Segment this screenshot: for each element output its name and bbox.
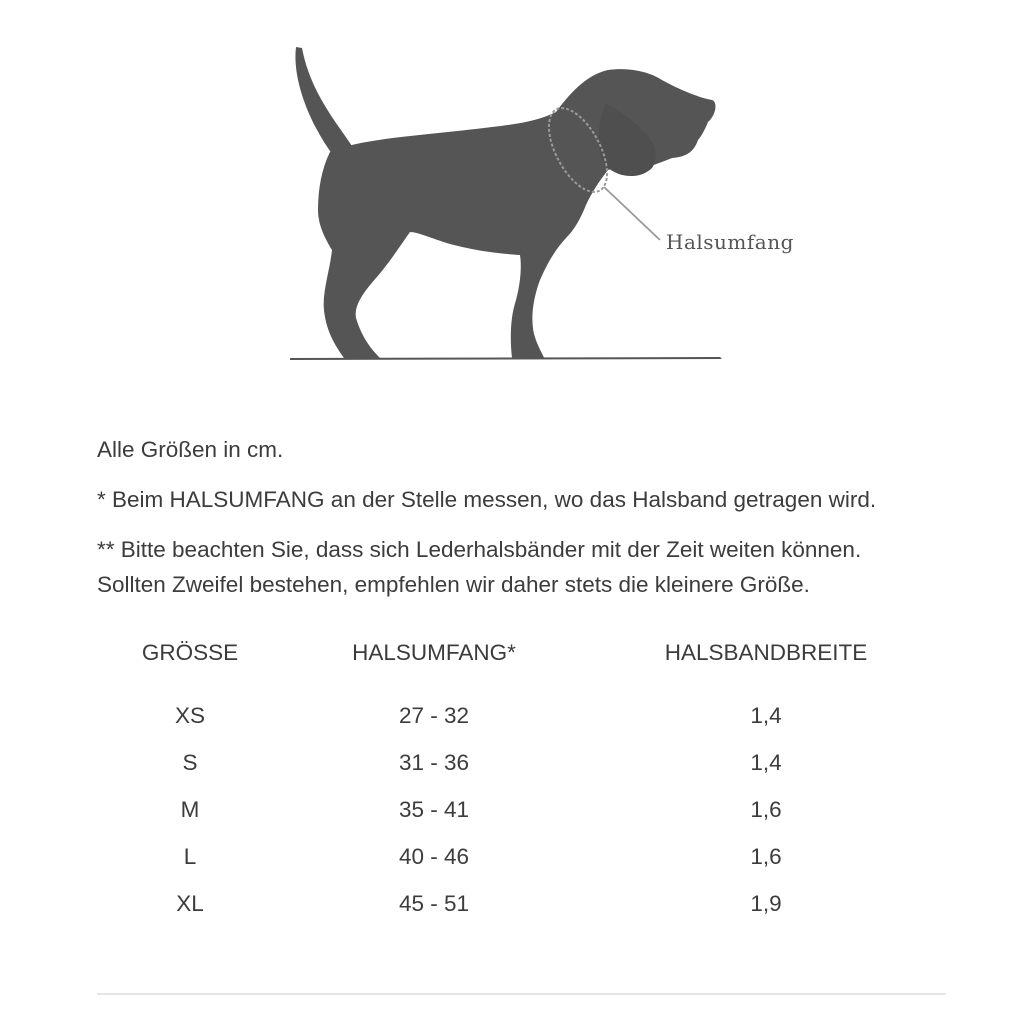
cell-neck: 31 - 36	[398, 750, 470, 775]
cell-neck: 45 - 51	[398, 891, 470, 916]
cell-size: XS	[174, 703, 206, 728]
cell-width: 1,4	[750, 750, 782, 775]
dog-illustration	[0, 0, 1024, 380]
bottom-divider	[97, 993, 946, 995]
cell-size: XL	[176, 891, 204, 916]
label-leader-line	[604, 187, 660, 240]
cell-neck: 40 - 46	[398, 844, 470, 869]
header-collar-width: HALSBANDBREITE	[664, 640, 868, 665]
cell-size: M	[180, 797, 200, 822]
cell-width: 1,6	[750, 797, 782, 822]
cell-width: 1,4	[750, 703, 782, 728]
cell-neck: 35 - 41	[398, 797, 470, 822]
cell-neck: 27 - 32	[398, 703, 470, 728]
dog-tail	[295, 47, 352, 158]
cell-width: 1,6	[750, 844, 782, 869]
header-neck-circumference: HALSUMFANG*	[352, 640, 516, 665]
leather-note-line-2: Sollten Zweifel bestehen, empfehlen wir daher stets die kleinere Größe.	[97, 572, 810, 597]
leather-note-line-1: ** Bitte beachten Sie, dass sich Lederhalsbänder mit der Zeit weiten können.	[97, 537, 862, 562]
neck-circumference-label: Halsumfang	[666, 230, 794, 254]
cell-size: S	[182, 750, 198, 775]
cell-width: 1,9	[750, 891, 782, 916]
header-size: GRÖSSE	[141, 640, 239, 665]
dog-silhouette-icon	[0, 0, 1024, 380]
cell-size: L	[183, 844, 197, 869]
unit-note: Alle Größen in cm.	[97, 437, 284, 462]
dog-body	[318, 69, 715, 358]
measure-note: * Beim HALSUMFANG an der Stelle messen, wo das Halsband getragen wird.	[97, 487, 877, 512]
